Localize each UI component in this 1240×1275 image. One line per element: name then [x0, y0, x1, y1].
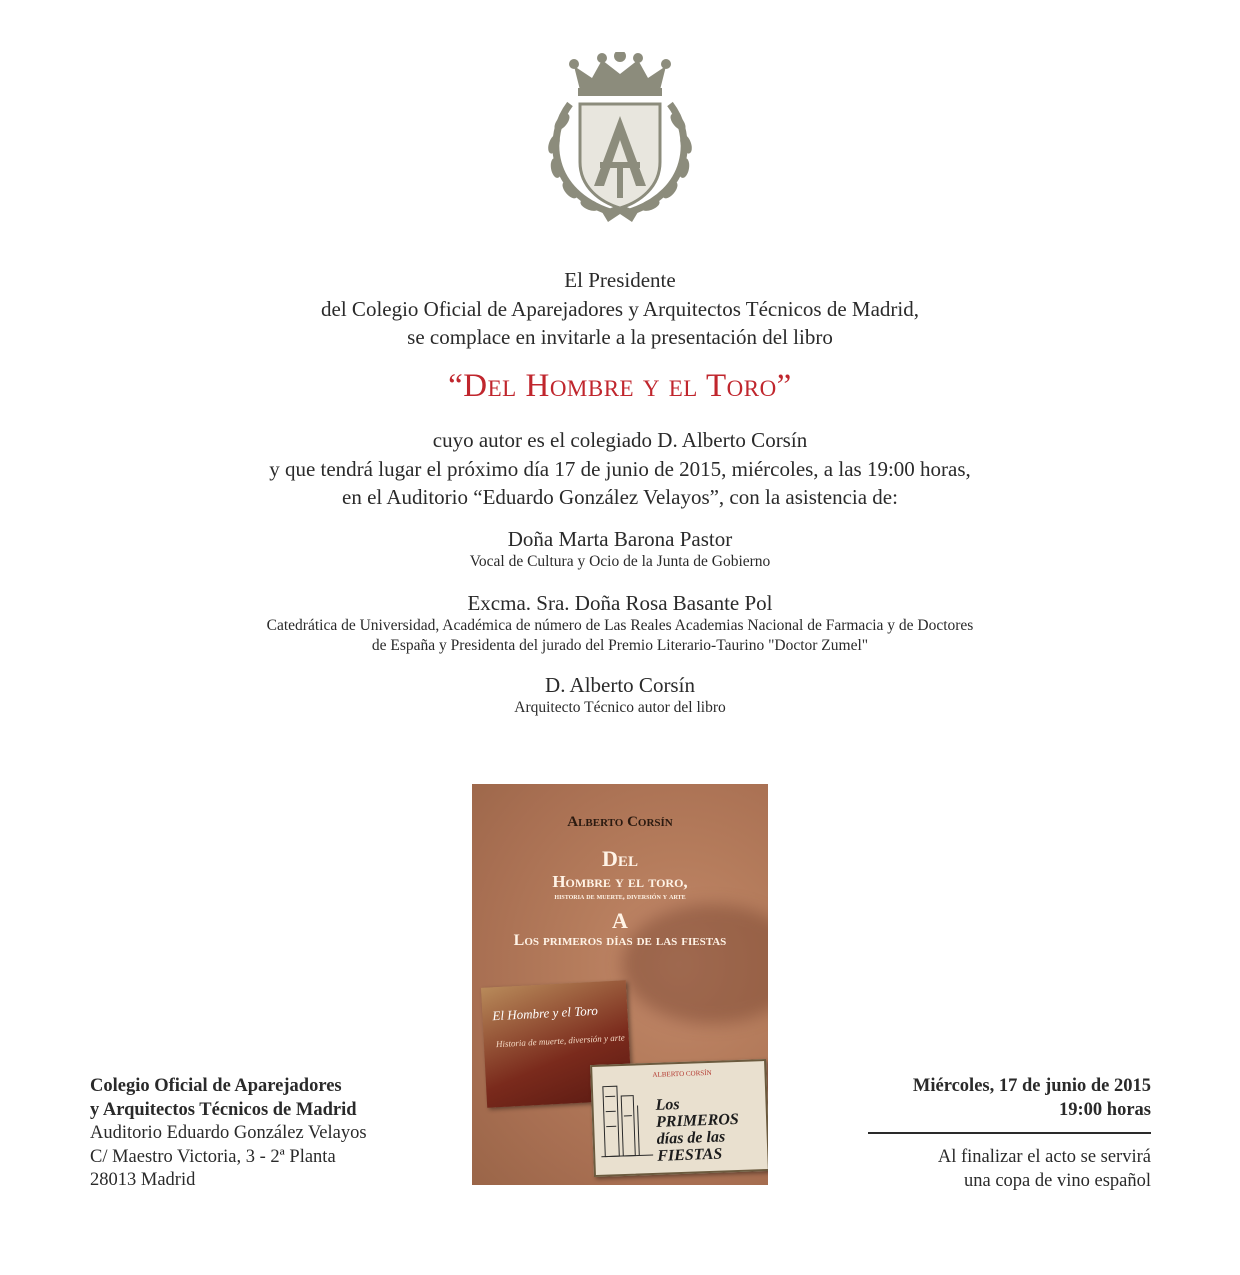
cover-author: Alberto Corsín: [567, 814, 673, 830]
venue-name-line-2: y Arquitectos Técnicos de Madrid: [90, 1099, 357, 1120]
event-note-line-1: Al finalizar el acto se servirá: [937, 1147, 1151, 1167]
event-info: [868, 1075, 1151, 1193]
cover-title-fiestas: Los primeros días de las fiestas: [513, 932, 727, 949]
details-line-1: cuyo autor es el colegiado D. Alberto Corsín: [432, 428, 808, 452]
divider: [868, 1132, 1151, 1134]
guest-1: [0, 526, 1240, 572]
book2-title: Los PRIMEROS días de las FIESTAS: [655, 1096, 740, 1165]
book-cover-image: [472, 784, 768, 1185]
venue-hall: Auditorio Eduardo González Velayos: [90, 1123, 367, 1143]
intro-line-1: El Presidente: [564, 268, 676, 292]
guest-role-line-1: Catedrática de Universidad, Académica de número de Las Reales Academias Nacional de Farmacia y de Doctores: [266, 617, 974, 634]
book2-top: ALBERTO CORSÍN: [652, 1068, 712, 1079]
street-sketch-icon: [599, 1075, 654, 1167]
venue-name-line-1: Colegio Oficial de Aparejadores: [90, 1076, 342, 1096]
cover-title-a: A: [612, 908, 628, 933]
cover-book-2: [590, 1059, 768, 1177]
details-line-3: en el Auditorio “Eduardo González Velayos”, con la asistencia de:: [342, 485, 898, 509]
guest-name: D. Alberto Corsín: [545, 673, 695, 697]
cover-title-hombre: Hombre y el toro,: [552, 872, 688, 891]
book1-title: El Hombre y el Toro: [492, 1002, 599, 1024]
guest-name: Excma. Sra. Doña Rosa Basante Pol: [467, 591, 773, 615]
event-details: [0, 426, 1240, 512]
event-note-line-2: una copa de vino español: [964, 1170, 1151, 1191]
guest-2: [0, 590, 1240, 656]
guest-role-line-2: de España y Presidenta del jurado del Premio Literario-Taurino "Doctor Zumel": [371, 637, 869, 654]
venue-address: C/ Maestro Victoria, 3 - 2ª Planta: [90, 1146, 336, 1167]
cover-title-del: Del: [602, 846, 638, 871]
intro-line-3: se complace en invitarle a la presentación del libro: [407, 325, 833, 349]
cover-subtitle: historia de muerte, diversión y arte: [554, 892, 686, 901]
guest-3: [0, 672, 1240, 718]
book1-subtitle: Historia de muerte, diversión y arte: [495, 1032, 625, 1050]
event-date: Miércoles, 17 de junio de 2015: [912, 1076, 1151, 1096]
invitation-intro: [0, 266, 1240, 352]
venue-city: 28013 Madrid: [90, 1170, 196, 1190]
venue-info: [90, 1075, 367, 1193]
guest-role: Arquitecto Técnico autor del libro: [514, 699, 726, 716]
guest-role: Vocal de Cultura y Ocio de la Junta de Gobierno: [469, 553, 771, 570]
coat-of-arms-crest-icon: [540, 52, 700, 224]
details-line-2: y que tendrá lugar el próximo día 17 de junio de 2015, miércoles, a las 19:00 horas,: [269, 456, 971, 481]
intro-line-2: del Colegio Oficial de Aparejadores y Arquitectos Técnicos de Madrid,: [321, 296, 919, 321]
guest-name: Doña Marta Barona Pastor: [507, 527, 733, 551]
event-time: 19:00 horas: [1059, 1099, 1151, 1120]
book-title: “Del Hombre y el Toro”: [448, 368, 792, 404]
